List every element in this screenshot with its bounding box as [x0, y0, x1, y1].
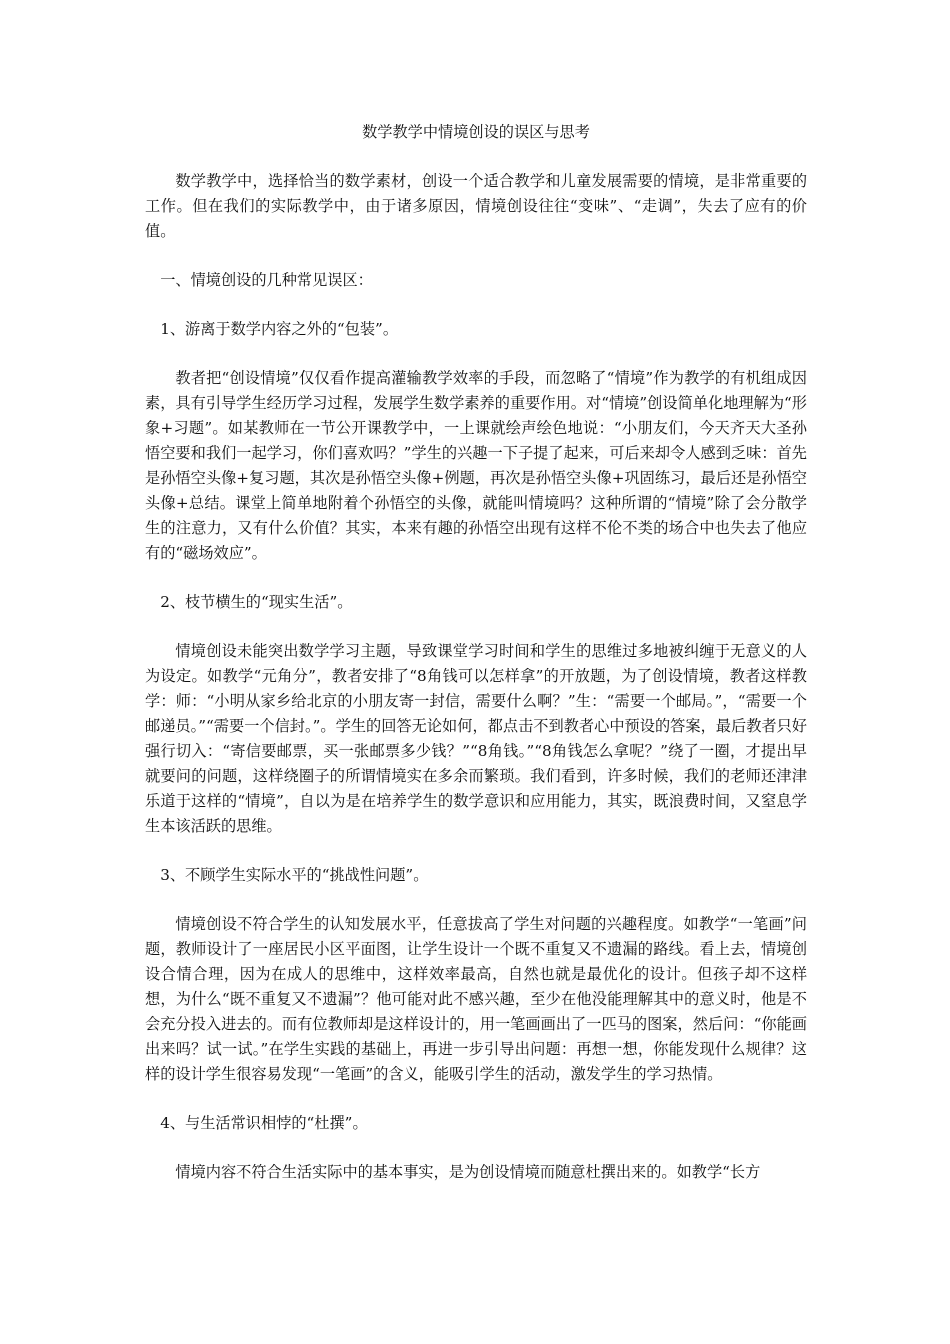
- point2-heading: 2、枝节横生的“现实生活”。: [160, 593, 353, 611]
- point1-paragraph: 教者把“创设情境”仅仅看作提高灌输教学效率的手段，而忽略了“情境”作为教学的有机组成因素，具有引导学生经历学习过程，发展学生数学素养的重要作用。对“情境”创设简单化地理解为“形象+习题”。如某教师在一节公开课教学中，一上课就绘声绘色地说：“小朋友们，今天齐天大圣孙悟空要和我们一起学习，你们喜欢吗？”学生的兴趣一下子提了起来，可后来却令人感到乏味：首先是孙悟空头像+复习题，其次是孙悟空头像+例题，再次是孙悟空头像+巩固练习，最后还是孙悟空头像+总结。课堂上简单地附着个孙悟空的头像，就能叫情境吗？这种所谓的“情境”除了会分散学生的注意力，又有什么价值？其实，本来有趣的孙悟空出现有这样不伦不类的场合中也失去了他应有的“磁场效应”。: [145, 369, 807, 562]
- point4-heading: 4、与生活常识相悖的“杜撰”。: [160, 1114, 368, 1132]
- point3-heading: 3、不顾学生实际水平的“挑战性问题”。: [160, 866, 429, 884]
- intro-paragraph: 数学教学中，选择恰当的数学素材，创设一个适合教学和儿童发展需要的情境，是非常重要的工作。但在我们的实际教学中，由于诸多原因，情境创设往往“变味”、“走调”，失去了应有的价值。: [145, 172, 807, 240]
- point3-paragraph: 情境创设不符合学生的认知发展水平，任意拔高了学生对问题的兴趣程度。如教学“一笔画”问题，教师设计了一座居民小区平面图，让学生设计一个既不重复又不遗漏的路线。看上去，情境创设合情合理，因为在成人的思维中，这样效率最高，自然也就是最优化的设计。但孩子却不这样想，为什么“既不重复又不遗漏”？他可能对此不感兴趣，至少在他没能理解其中的意义时，他是不会充分投入进去的。而有位教师却是这样设计的，用一笔画画出了一匹马的图案，然后问：“你能画出来吗？试一试。”在学生实践的基础上，再进一步引导出问题：再想一想，你能发现什么规律？这样的设计学生很容易发现“一笔画”的含义，能吸引学生的活动，激发学生的学习热情。: [145, 915, 807, 1083]
- document-title: 数学教学中情境创设的误区与思考: [362, 123, 590, 141]
- document-page: [145, 120, 807, 1209]
- point2-paragraph: 情境创设未能突出数学学习主题，导致课堂学习时间和学生的思维过多地被纠缠于无意义的人为设定。如教学“元角分”，教者安排了“8角钱可以怎样拿”的开放题，为了创设情境，教者这样教学：师：“小明从家乡给北京的小朋友寄一封信，需要什么啊？”生：“需要一个邮局。”，“需要一个邮递员。”“需要一个信封。”。学生的回答无论如何，都点击不到教者心中预设的答案，最后教者只好强行切入：“寄信要邮票，买一张邮票多少钱？”“8角钱。”“8角钱怎么拿呢？”绕了一圈，才提出早就要问的问题，这样绕圈子的所谓情境实在多余而繁琐。我们看到，许多时候，我们的老师还津津乐道于这样的“情境”，自以为是在培养学生的数学意识和应用能力，其实，既浪费时间，又窒息学生本该活跃的思维。: [145, 642, 807, 835]
- point1-heading: 1、游离于数学内容之外的“包装”。: [160, 320, 399, 338]
- point4-paragraph: 情境内容不符合生活实际中的基本事实，是为创设情境而随意杜撰出来的。如教学“长方: [175, 1163, 761, 1181]
- section-heading-misconceptions: 一、情境创设的几种常见误区：: [160, 271, 373, 289]
